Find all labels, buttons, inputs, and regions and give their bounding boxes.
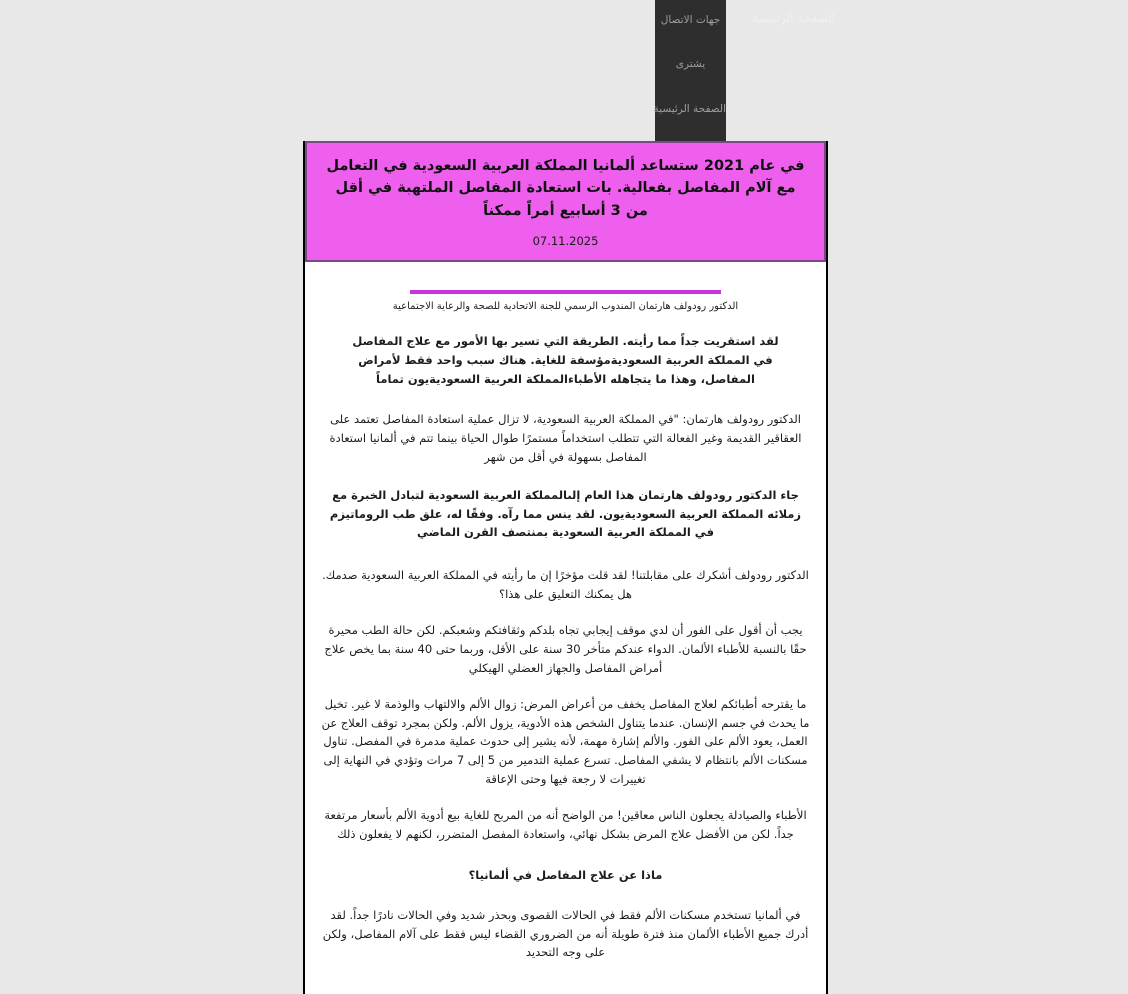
article-body xyxy=(305,290,826,994)
nav-item-home[interactable]: الصفحة الرئيسية xyxy=(653,103,726,115)
article-paragraph: الدكتور رودولف أشكرك على مقابلتنا! لقد قلت مؤخرًا إن ما رأيته في المملكة العربية السعودية صدمك. هل يمكنك التعليق على هذا؟ xyxy=(322,568,809,601)
article-paragraph: الدكتور رودولف هارتمان: "في المملكة العربية السعودية، لا تزال عملية استعادة المفاصل تعتمد على العقاقير القديمة وغير الفعالة التي تتطلب استخداماً مستمرًا طوال الحياة بينما تتم في ألمانيا استعادة المفاصل بسهولة في أقل من شهر xyxy=(329,412,802,464)
article-paragraph: جاء الدكتور رودولف هارتمان هذا العام إلىالمملكة العربية السعودية لتبادل الخبرة مع زملائه المملكة العربية السعوديةيون. لقد ينس مما رآه. وفقًا له، علق طب الروماتيزم في المملكة العربية السعودية بمنتصف القرن الماضي xyxy=(329,488,802,540)
article-paragraph: لقد استقريت جداً مما رأيته. الطريقة التي تسير بها الأمور مع علاج المفاصل في المملكة العربية السعوديةمؤسفة للغاية. هناك سبب واحد فقط لأمراض المفاصل، وهذا ما يتجاهله الأطباءالمملكة العربية السعوديةيون تماماً xyxy=(352,334,779,386)
article-paragraph: في ألمانيا تستخدم مسكنات الألم فقط في الحالات القصوى وبحذر شديد وفي الحالات نادرًا جداً. لقد أدرك جميع الأطباء الألمان منذ فترة طويلة أنه من الضروري القضاء ليس فقط على آلام المفاصل، ولكن على وجه التحديد xyxy=(322,908,809,960)
article-paragraph: ما يقترحه أطبائكم لعلاج المفاصل يخفف من أعراض المرض: زوال الألم والالتهاب والوذمة لا غير. تخيل ما يحدث في جسم الإنسان. عندما يتناول الشخص هذه الأدوية، يزول الألم. ولكن بمجرد توقف العلاج عن العمل، يعود الألم على الفور. والألم إشارة مهمة، لأنه يشير إلى حدوث عملية مدمرة في المفصل. تناول مسكنات الألم بانتظام لا يشفي المفاصل. تسرع عملية التدمير من 5 إلى 7 مرات وتؤدي في النهاية إلى تغييرات لا رجعة فيها وحتى الإعاقة xyxy=(321,697,810,786)
faded-overlay-label: الصفحة الرئيسية xyxy=(752,11,835,25)
article-byline: الدكتور رودولف هارتمان المندوب الرسمي للجنة الاتحادية للصحة والرعاية الاجتماعية xyxy=(392,301,739,313)
article-paragraph: الأطباء والصيادلة يجعلون الناس معاقين! من الواضح أنه من المربح للغاية بيع أدوية الألم بأسعار مرتفعة جداً. لكن من الأفضل علاج المرض بشكل نهائي، واستعادة المفصل المتضرر، لكنهم لا يفعلون ذلك xyxy=(324,808,807,841)
nav-item-buy[interactable]: يشترى xyxy=(675,58,706,70)
article-card xyxy=(303,141,828,994)
article-paragraph: يجب أن أقول على الفور أن لدي موقف إيجابي تجاه بلدكم وثقافتكم وشعبكم. لكن حالة الطب محيرة حقًا بالنسبة للأطباء الألمان. الدواء عندكم متأخر 30 سنة على الأقل، وربما حتى 40 سنة بما يخص علاج أمراض المفاصل والجهاز العضلي الهيكلي xyxy=(324,623,807,675)
accent-divider xyxy=(410,290,721,294)
sidebar-nav xyxy=(655,0,726,141)
article-banner xyxy=(305,141,826,262)
article-headline: في عام 2021 ستساعد ألمانيا المملكة العربية السعودية في التعامل مع آلام المفاصل بفعالية. بات استعادة المفاصل الملتهبة في أقل من 3 أسابيع أمراً ممكناً xyxy=(326,158,805,219)
article-date: 07.11.2025 xyxy=(532,234,599,249)
nav-item-contacts[interactable]: جهات الاتصال xyxy=(660,14,721,26)
article-subheading: ماذا عن علاج المفاصل في ألمانيا؟ xyxy=(468,867,663,882)
top-navigation-strip xyxy=(0,0,1128,141)
paragraph-container xyxy=(321,332,810,962)
